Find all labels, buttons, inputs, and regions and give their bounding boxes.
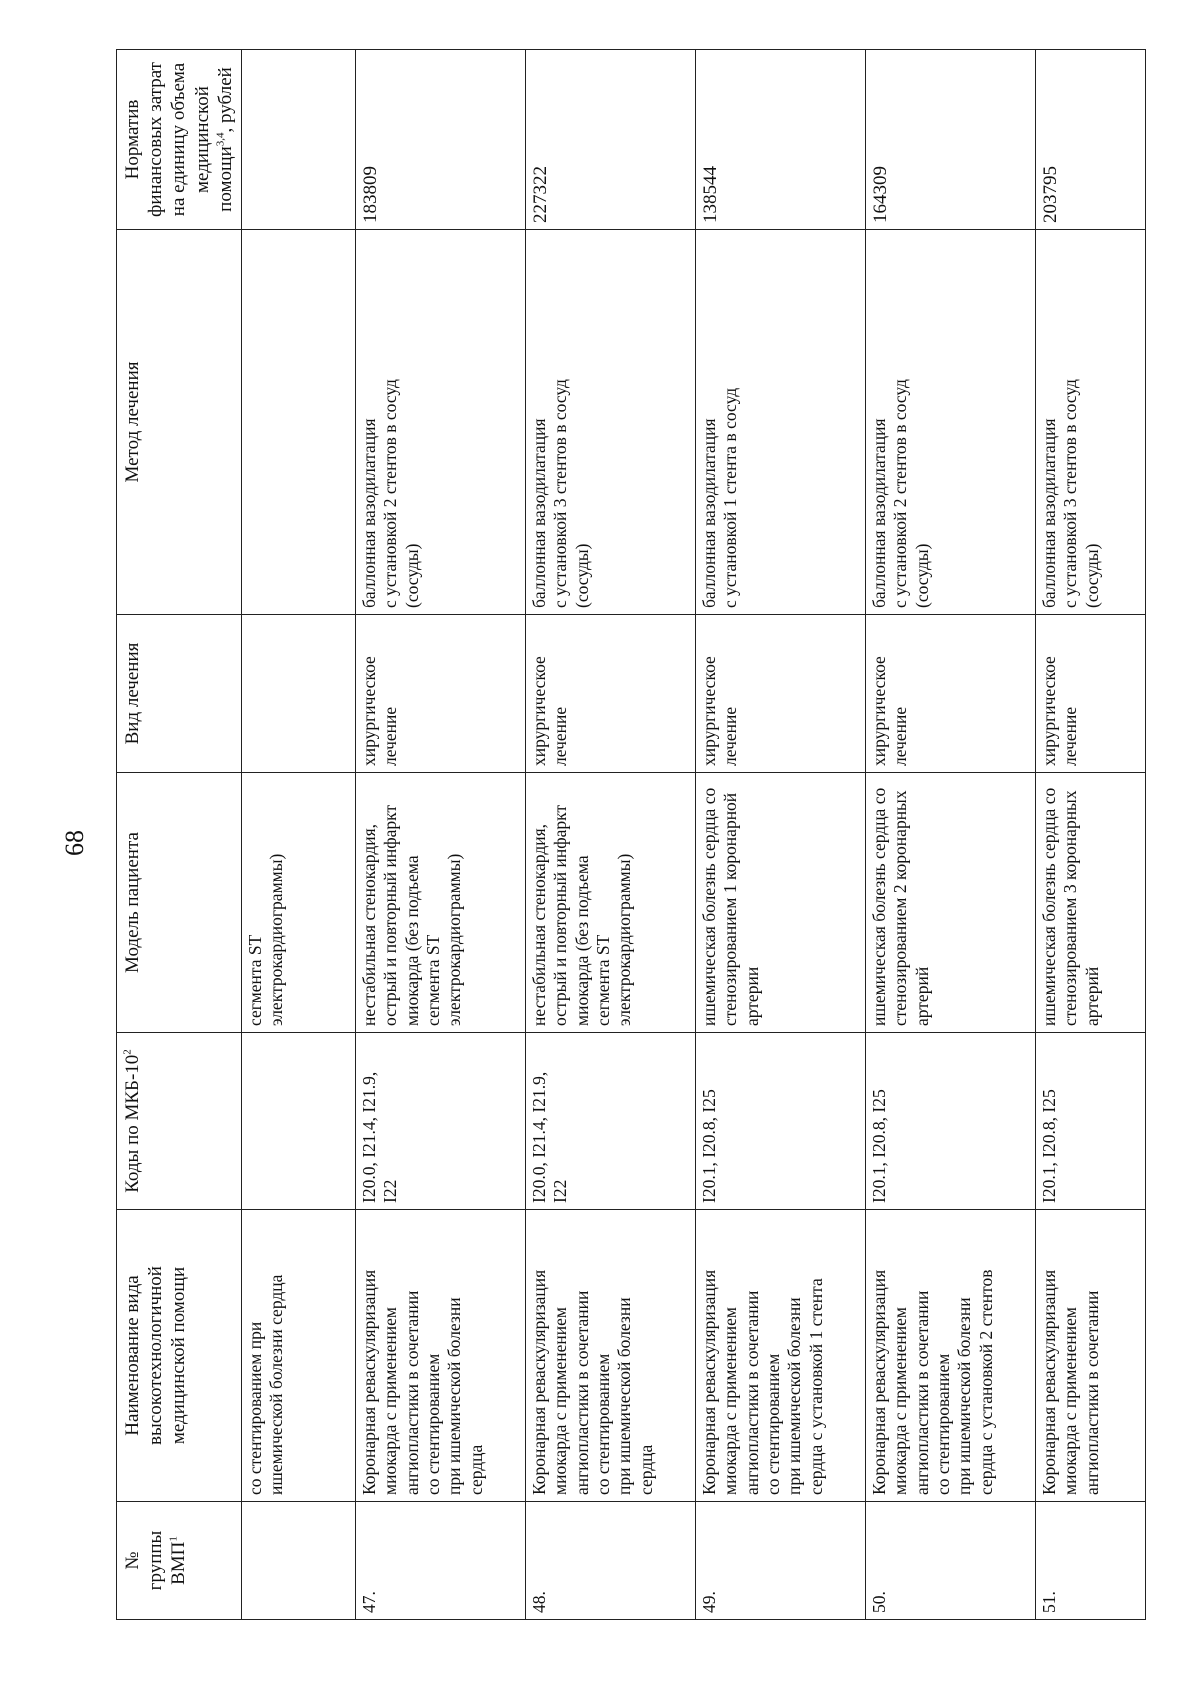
row-treatment-type: хирургическое лечение bbox=[525, 615, 695, 773]
row-treatment-type: хирургическое лечение bbox=[355, 615, 525, 773]
row-norm bbox=[241, 50, 355, 230]
row-treatment-type: хирургическое лечение bbox=[695, 615, 865, 773]
row-patient-model: нестабильная стенокардия, острый и повторный инфаркт миокарда (без подъема сегмента ST электрокардиограммы) bbox=[525, 773, 695, 1033]
row-icd-codes: I20.0, I21.4, I21.9, I22 bbox=[525, 1033, 695, 1210]
row-icd-codes: I20.1, I20.8, I25 bbox=[695, 1033, 865, 1210]
table-row bbox=[695, 50, 865, 1620]
row-treatment-method bbox=[241, 230, 355, 615]
row-patient-model: нестабильная стенокардия, острый и повторный инфаркт миокарда (без подъема сегмента ST электрокардиограммы) bbox=[355, 773, 525, 1033]
row-norm: 138544 bbox=[695, 50, 865, 230]
row-norm: 164309 bbox=[865, 50, 1035, 230]
row-treatment-method: баллонная вазодилатация с установкой 2 стентов в сосуд (сосуды) bbox=[355, 230, 525, 615]
row-type-name: Коронарная реваскуляризация миокарда с применением ангиопластики в сочетании bbox=[1035, 1210, 1145, 1502]
row-treatment-type: хирургическое лечение bbox=[865, 615, 1035, 773]
header-icd-codes: Коды по МКБ-$10^2$ bbox=[117, 1033, 242, 1210]
row-type-name: Коронарная реваскуляризация миокарда с применением ангиопластики в сочетании со стентированием при ишемической болезни сердца bbox=[525, 1210, 695, 1502]
vmp-table bbox=[116, 49, 1146, 1620]
row-type-name: Коронарная реваскуляризация миокарда с применением ангиопластики в сочетании со стентированием при ишемической болезни сердца с установкой 1 стента bbox=[695, 1210, 865, 1502]
row-patient-model: сегмента ST электрокардиограммы) bbox=[241, 773, 355, 1033]
rotated-page bbox=[60, 50, 1100, 1620]
table-row bbox=[1035, 50, 1145, 1620]
row-treatment-type: хирургическое лечение bbox=[1035, 615, 1145, 773]
row-number: 50. bbox=[865, 1502, 1035, 1620]
row-number: 48. bbox=[525, 1502, 695, 1620]
row-number: 49. bbox=[695, 1502, 865, 1620]
row-type-name: Коронарная реваскуляризация миокарда с применением ангиопластики в сочетании со стентированием при ишемической болезни сердца с установкой 2 стентов bbox=[865, 1210, 1035, 1502]
row-treatment-method: баллонная вазодилатация с установкой 2 стентов в сосуд (сосуды) bbox=[865, 230, 1035, 615]
header-patient-model: Модель пациента bbox=[117, 773, 242, 1033]
row-type-name: со стентированием при ишемической болезни сердца bbox=[241, 1210, 355, 1502]
table-row bbox=[865, 50, 1035, 1620]
row-patient-model: ишемическая болезнь сердца со стенозированием 2 коронарных артерий bbox=[865, 773, 1035, 1033]
header-row bbox=[117, 50, 242, 1620]
row-patient-model: ишемическая болезнь сердца со стенозированием 1 коронарной артерии bbox=[695, 773, 865, 1033]
row-number: 47. bbox=[355, 1502, 525, 1620]
row-number: 51. bbox=[1035, 1502, 1145, 1620]
row-norm: 203795 bbox=[1035, 50, 1145, 230]
row-number bbox=[241, 1502, 355, 1620]
row-icd-codes bbox=[241, 1033, 355, 1210]
table-row bbox=[525, 50, 695, 1620]
row-icd-codes: I20.1, I20.8, I25 bbox=[1035, 1033, 1145, 1210]
header-treatment-method: Метод лечения bbox=[117, 230, 242, 615]
row-icd-codes: I20.1, I20.8, I25 bbox=[865, 1033, 1035, 1210]
row-icd-codes: I20.0, I21.4, I21.9, I22 bbox=[355, 1033, 525, 1210]
header-type-name: Наименование вида высокотехнологичной медицинской помощи bbox=[117, 1210, 242, 1502]
header-treatment-type: Вид лечения bbox=[117, 615, 242, 773]
row-treatment-method: баллонная вазодилатация с установкой 1 стента в сосуд bbox=[695, 230, 865, 615]
row-type-name: Коронарная реваскуляризация миокарда с применением ангиопластики в сочетании со стентированием при ишемической болезни сердца bbox=[355, 1210, 525, 1502]
row-patient-model: ишемическая болезнь сердца со стенозированием 3 коронарных артерий bbox=[1035, 773, 1145, 1033]
table-row bbox=[355, 50, 525, 1620]
row-norm: 227322 bbox=[525, 50, 695, 230]
header-group-no: № группы ВМП$^1$ bbox=[117, 1502, 242, 1620]
row-treatment-method: баллонная вазодилатация с установкой 3 стентов в сосуд (сосуды) bbox=[525, 230, 695, 615]
header-norm: Норматив финансовых затрат на единицу объема медицинской помощи$^{3,4}$, рублей bbox=[117, 50, 242, 230]
table-row bbox=[241, 50, 355, 1620]
page-number: 68 bbox=[60, 830, 89, 856]
row-treatment-type bbox=[241, 615, 355, 773]
row-norm: 183809 bbox=[355, 50, 525, 230]
row-treatment-method: баллонная вазодилатация с установкой 3 стентов в сосуд (сосуды) bbox=[1035, 230, 1145, 615]
